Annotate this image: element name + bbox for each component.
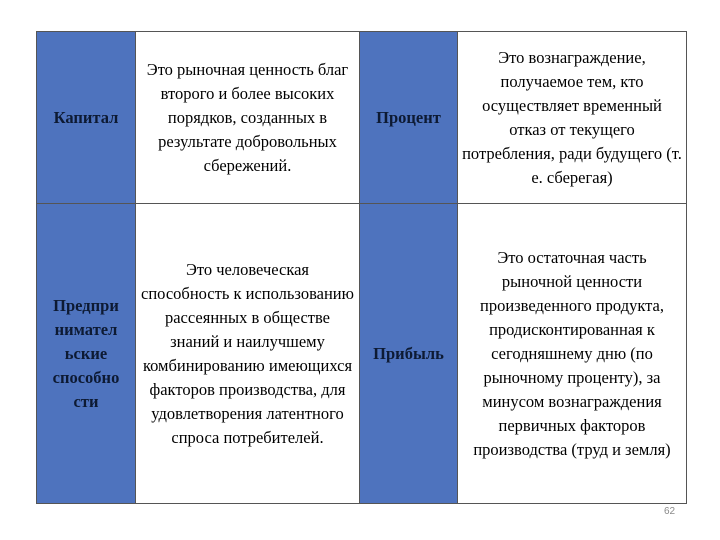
definition-cell-profit: Это остаточная часть рыночной ценности произведенного продукта, продисконтированная к сегодняшнему дню (по рыночному проценту), за минусом вознаграждения первичных факторов производства (труд и земля) (458, 204, 687, 504)
term-cell-capital: Капитал (37, 32, 136, 204)
page-number: 62 (664, 506, 676, 517)
table-row (37, 204, 687, 504)
definitions-table (36, 31, 687, 504)
term-cell-profit: Прибыль (360, 204, 458, 504)
definition-cell-capital: Это рыночная ценность благ второго и более высоких порядков, созданных в результате добровольных сбережений. (136, 32, 360, 204)
term-cell-interest: Процент (360, 32, 458, 204)
table-row (37, 32, 687, 204)
definition-cell-interest: Это вознаграждение, получаемое тем, кто осуществляет временный отказ от текущего потребления, ради будущего (т. е. сберегая) (458, 32, 687, 204)
term-cell-entrepreneurship: Предпри нимател ьские способно сти (37, 204, 136, 504)
definition-cell-entrepreneurship: Это человеческая способность к использованию рассеянных в обществе знаний и наилучшему комбинированию имеющихся факторов производства, для удовлетворения латентного спроса потребителей. (136, 204, 360, 504)
